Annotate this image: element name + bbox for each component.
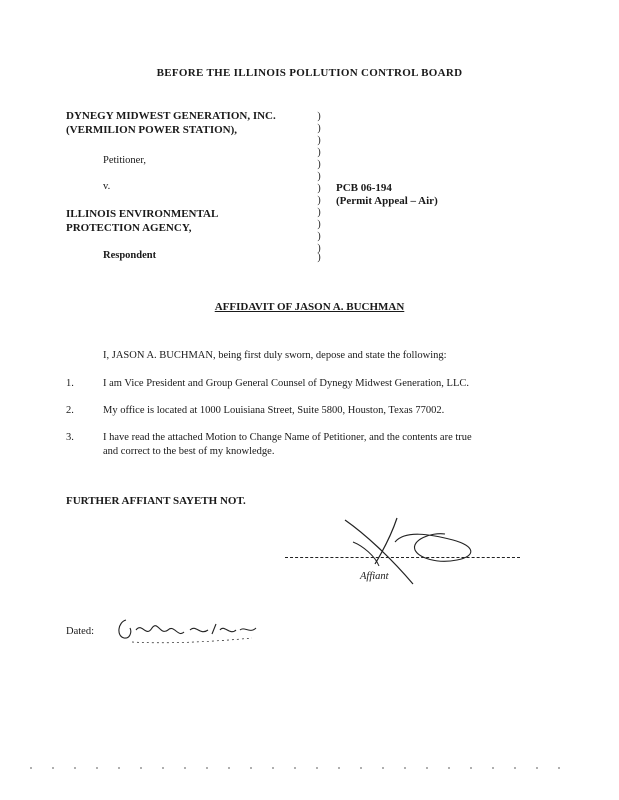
affidavit-heading: AFFIDAVIT OF JASON A. BUCHMAN [214,301,405,313]
respondent-label: Respondent [103,250,157,261]
paragraph-text-continued: and correct to the best of my knowledge. [103,446,275,457]
paren: ) [317,183,321,194]
case-number: PCB 06-194 [336,182,392,194]
paren: ) [317,135,321,146]
paragraph-text: I am Vice President and Group General Counsel of Dynegy Midwest Generation, LLC. [103,378,470,389]
paren: ) [317,231,321,242]
paren: ) [317,252,321,263]
handwritten-signature [335,512,495,592]
paren: ) [317,171,321,182]
respondent-name: ILLINOIS ENVIRONMENTAL [66,208,219,220]
paren: ) [317,123,321,134]
court-title: BEFORE THE ILLINOIS POLLUTION CONTROL BOARD [156,67,463,79]
affiant-label: Affiant [360,571,389,582]
paragraph-number: 3. [66,432,74,443]
paragraph-text: My office is located at 1000 Louisiana Street, Suite 5800, Houston, Texas 77002. [103,405,445,416]
handwritten-date [112,608,262,648]
intro-statement: I, JASON A. BUCHMAN, being first duly sworn, depose and state the following: [103,350,447,361]
signature-line [285,557,520,558]
paragraph-number: 2. [66,405,74,416]
paragraph-number: 1. [66,378,74,389]
petitioner-label: Petitioner, [103,155,147,166]
paren: ) [317,207,321,218]
paragraph-text: I have read the attached Motion to Change Name of Petitioner, and the contents are true [103,432,472,443]
paren: ) [317,243,321,254]
case-type: (Permit Appeal – Air) [336,195,438,207]
paren: ) [317,159,321,170]
scan-artifact [20,766,580,770]
closing-statement: FURTHER AFFIANT SAYETH NOT. [66,495,246,507]
paren: ) [317,111,321,122]
petitioner-station: (VERMILION POWER STATION), [66,124,238,136]
paren: ) [317,147,321,158]
respondent-agency: PROTECTION AGENCY, [66,222,192,234]
dated-label: Dated: [66,626,94,637]
paren: ) [317,195,321,206]
versus-text: v. [103,181,111,192]
paren: ) [317,219,321,230]
petitioner-name: DYNEGY MIDWEST GENERATION, INC. [66,110,276,122]
